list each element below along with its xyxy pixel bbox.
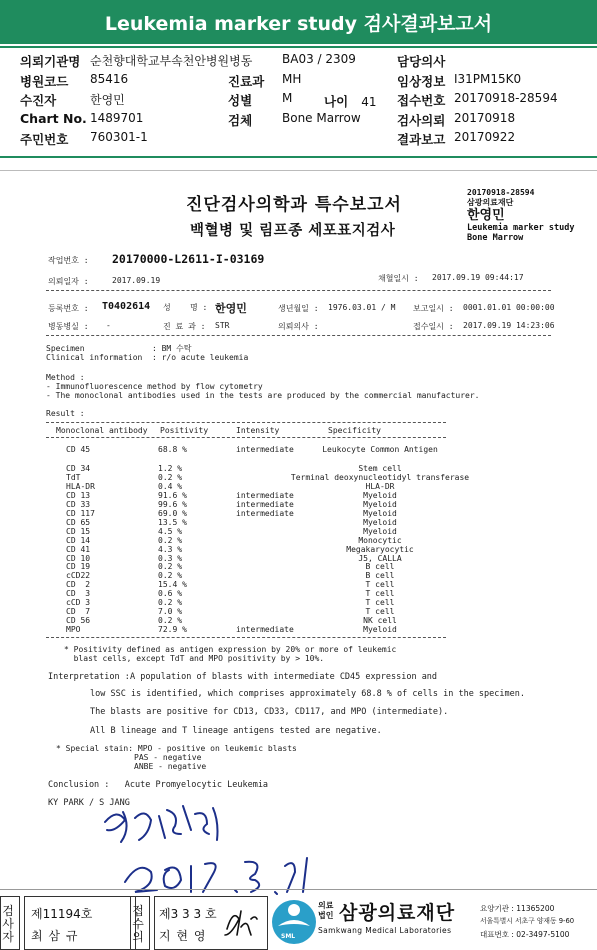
col-header-specificity: Specificity [328,426,381,435]
interp-line-3: The blasts are positive for CD13, CD33, CD117, and MPO (intermediate). [90,707,449,717]
tag-name: 한영민 [467,208,505,223]
reg-no: T0402614 [102,301,151,312]
marker-spec: Myeloid [363,499,397,509]
vertical-char: 접 [132,904,144,918]
marker-ab: CD 56 [66,616,91,626]
info-label: 검사의뢰 [397,112,446,128]
method-line-1: - Immunofluorescence method by flow cytometry [46,382,263,391]
marker-spec: T cell [365,598,395,608]
marker-spec: T cell [365,589,395,599]
marker-spec: J5, CALLA [358,553,402,563]
age-value: 41 [361,95,377,109]
divider [0,156,597,158]
info-value: BA03 / 2309 [282,52,356,66]
marker-ab: CD 14 [66,535,91,545]
receive-label: 접수일시 : [413,322,454,331]
vertical-char: 사 [2,917,14,931]
signers: KY PARK / S JANG [48,798,130,808]
marker-spec: Terminal deoxynucleotidyl transferase [290,472,470,482]
divider [46,335,551,336]
info-value: 20170922 [454,130,516,144]
stain-line-3: ANBE - negative [134,762,207,771]
receiver-signature [221,905,261,941]
marker-ab: HLA-DR [66,481,95,491]
info-label: 수진자 [20,93,57,108]
marker-ab: CD 15 [66,526,91,536]
marker-ab: CD 3 [66,589,91,599]
interp-label: Interpretation : [48,672,130,682]
divider [46,437,446,438]
marker-int: intermediate [236,625,294,635]
col-header-intensity: Intensity [236,426,280,435]
vertical-char: 의 [132,930,144,944]
marker-spec: T cell [365,580,395,590]
info-label: 성별 [228,93,253,108]
marker-pos: 72.9 % [158,625,187,635]
info-value: I31PM15K0 [454,71,522,86]
handwritten-signature [95,800,325,900]
divider [46,637,446,638]
marker-pos: 1.2 % [158,464,183,473]
tester-license: 제11194호 [31,907,93,921]
marker-int: intermediate [236,445,294,454]
marker-pos: 91.6 % [158,490,187,500]
reg-label: 등록번호 : [48,304,89,313]
org-corp-line1: 의료 [318,901,334,910]
info-label: Chart No. [20,110,87,126]
info-row [20,111,590,129]
ward-label: 병동병실 : [48,322,89,331]
marker-spec: B cell [365,571,395,581]
marker-pos: 15.4 % [158,580,187,590]
work-no-label: 작업번호 : [48,256,89,265]
req-date-label: 의뢰일자 : [48,277,89,286]
birth-label: 생년월일 : [278,304,319,313]
marker-spec: Myeloid [363,517,397,527]
info-label: 임상정보 [397,73,446,89]
org-code: 요양기관 : 11365200 [480,904,555,913]
marker-pos: 7.0 % [158,607,183,617]
info-row [20,72,590,90]
vertical-char: 검 [2,904,14,918]
tag-org: 삼광의료재단 [467,198,514,207]
marker-spec: Myeloid [363,508,397,518]
marker-int: intermediate [236,508,294,518]
info-value: 760301-1 [90,130,148,144]
divider [0,46,597,48]
divider [46,422,446,423]
info-label: 진료과 [228,73,265,89]
info-value: 한영민 [90,93,125,107]
marker-pos: 0.6 % [158,589,183,599]
divider [46,290,551,291]
receiver-box [154,896,268,950]
org-corp-label [318,901,333,921]
marker-ab: MPO [66,625,81,635]
marker-ab: cCD 3 [66,598,91,608]
interp-line-4: All B lineage and T lineage antigens tested are negative. [90,726,382,736]
info-value: 85416 [90,71,129,86]
age-label [324,91,377,110]
marker-pos: 0.2 % [158,616,183,626]
org-address: 서울특별시 서초구 양재동 9-60 [480,917,575,925]
tag-test: Leukemia marker study [467,223,575,233]
specimen-line: Specimen : BM 수탁 [46,344,192,353]
info-value: Bone Marrow [282,110,361,125]
marker-ab: CD 2 [66,580,91,590]
org-corp-line2: 법인 [318,911,334,920]
dept: STR [215,321,230,330]
marker-pos: 0.2 % [158,571,183,581]
tester-vertical-box [0,896,20,950]
marker-ab: CD 10 [66,553,91,563]
marker-ab: CD 117 [66,508,95,518]
report-heading-1: 진단검사의학과 특수보고서 [186,195,402,215]
info-row [20,130,590,148]
info-label: 주민번호 [20,132,69,147]
info-label: 의뢰기관명 [20,54,81,69]
tag-number: 20170918-28594 [467,188,535,197]
marker-spec: Myeloid [363,526,397,536]
doctor-label: 의뢰의사 : [278,322,319,331]
conclusion: Conclusion : Acute Promyelocytic Leukemia [48,780,269,790]
marker-pos: 0.2 % [158,535,183,545]
ward: - [106,321,111,330]
col-header-antibody: Monoclonal antibody [56,426,148,435]
note-line-2: blast cells, except TdT and MPO positivity by > 10%. [64,654,325,663]
clinical-line: Clinical information : r/o acute leukemia [46,353,249,362]
marker-ab: CD 45 [66,445,91,454]
info-value: 20170918 [454,110,516,125]
marker-ab: CD 13 [66,490,91,500]
marker-pos: 0.4 % [158,481,183,491]
marker-ab: CD 33 [66,499,91,509]
patient-name: 한영민 [215,302,247,315]
marker-ab: CD 41 [66,544,91,554]
birth: 1976.03.01 / M [328,303,396,312]
tester-box [24,896,136,950]
marker-pos: 0.2 % [158,472,183,482]
receiver-license: 제3 3 3 호 [159,907,217,921]
info-label: 결과보고 [397,132,446,147]
info-row [20,91,590,109]
marker-int: intermediate [236,499,294,509]
interp-line-2: low SSC is identified, which comprises approximately 68.8 % of cells in the specimen. [90,689,525,699]
collect-time: 2017.09.19 09:44:17 [432,273,524,282]
vertical-char: 수 [132,917,144,931]
info-row [20,52,590,70]
org-phone: 대표번호 : 02-3497-5100 [480,930,570,939]
info-value: 1489701 [90,110,144,125]
tester-vertical-label [1,905,15,944]
marker-spec: T cell [365,607,395,617]
collect-label: 채혈일시 : [378,274,419,283]
divider [0,170,597,171]
org-info [480,902,574,941]
info-label: 담당의사 [397,54,446,69]
stain-line-1: * Special stain: MPO - positive on leukemic blasts [56,744,297,753]
marker-pos: 4.3 % [158,544,183,554]
marker-ab: CD 65 [66,517,91,527]
marker-int: intermediate [236,490,294,500]
marker-pos: 68.8 % [158,445,187,454]
interp-line-1: A population of blasts with intermediate CD45 expression and [130,672,438,682]
marker-spec: Leukocyte Common Antigen [322,445,438,454]
marker-pos: 99.6 % [158,499,187,509]
report-title: Leukemia marker study 검사결과보고서 [0,0,597,44]
marker-pos: 69.0 % [158,508,187,518]
note-line-1: * Positivity defined as antigen expression by 20% or more of leukemic [64,645,397,654]
divider [0,889,597,890]
marker-spec: Monocytic [358,535,402,545]
tester-name: 최 삼 규 [31,929,79,943]
specimen-tag [467,188,574,243]
marker-pos: 0.2 % [158,562,183,572]
org-name: 삼광의료재단 [339,902,456,924]
marker-spec: Stem cell [358,464,402,473]
marker-spec: Myeloid [363,490,397,500]
receiver-vertical-box [130,896,150,950]
dept-label: 진 료 과 : [163,322,206,331]
marker-spec: B cell [365,562,395,572]
info-label: 접수번호 [397,93,446,108]
marker-ab: CD 7 [66,607,91,617]
receiver-vertical-label [131,905,145,944]
age-label-text: 나이 [324,94,349,109]
receive-time: 2017.09.19 14:23:06 [463,321,555,330]
marker-pos: 13.5 % [158,517,187,527]
receiver-name: 지 현 영 [159,929,207,943]
marker-pos: 0.2 % [158,598,183,608]
info-value: M [282,91,293,105]
marker-ab: cCD22 [66,571,91,581]
vertical-char: 자 [2,930,14,944]
info-value: MH [282,71,302,86]
method-line-2: - The monoclonal antibodies used in the tests are produced by the commercial manufacturer. [46,391,480,400]
report-dt-label: 보고일시 : [413,304,454,313]
info-value: 순천향대학교부속천안병원병동 [90,54,253,68]
stain-line-2: PAS - negative [134,753,202,762]
marker-ab: CD 34 [66,464,91,473]
marker-ab: TdT [66,472,81,482]
method-title: Method : [46,373,85,382]
report-heading-2: 백혈병 및 림프종 세포표지검사 [190,223,396,239]
org-english-name: Samkwang Medical Laboratories [318,926,452,935]
info-value: 20170918-28594 [454,91,558,105]
marker-spec: Megakaryocytic [346,544,414,554]
marker-ab: CD 19 [66,562,91,572]
info-label: 검체 [228,112,253,128]
req-date: 2017.09.19 [112,276,161,285]
tag-specimen: Bone Marrow [467,233,524,243]
marker-pos: 0.3 % [158,553,183,563]
work-no: 20170000-L2611-I-03169 [112,252,265,266]
marker-spec: HLA-DR [365,481,395,491]
sml-logo-text: SML [281,933,296,940]
col-header-positivity: Positivity [160,426,209,435]
result-title: Result : [46,409,85,418]
report-dt: 0001.01.01 00:00:00 [463,303,555,312]
marker-pos: 4.5 % [158,526,183,536]
marker-spec: NK cell [363,616,397,626]
info-label: 병원코드 [20,73,69,89]
name-label: 성 명 : [163,303,208,312]
marker-spec: Myeloid [363,625,397,635]
